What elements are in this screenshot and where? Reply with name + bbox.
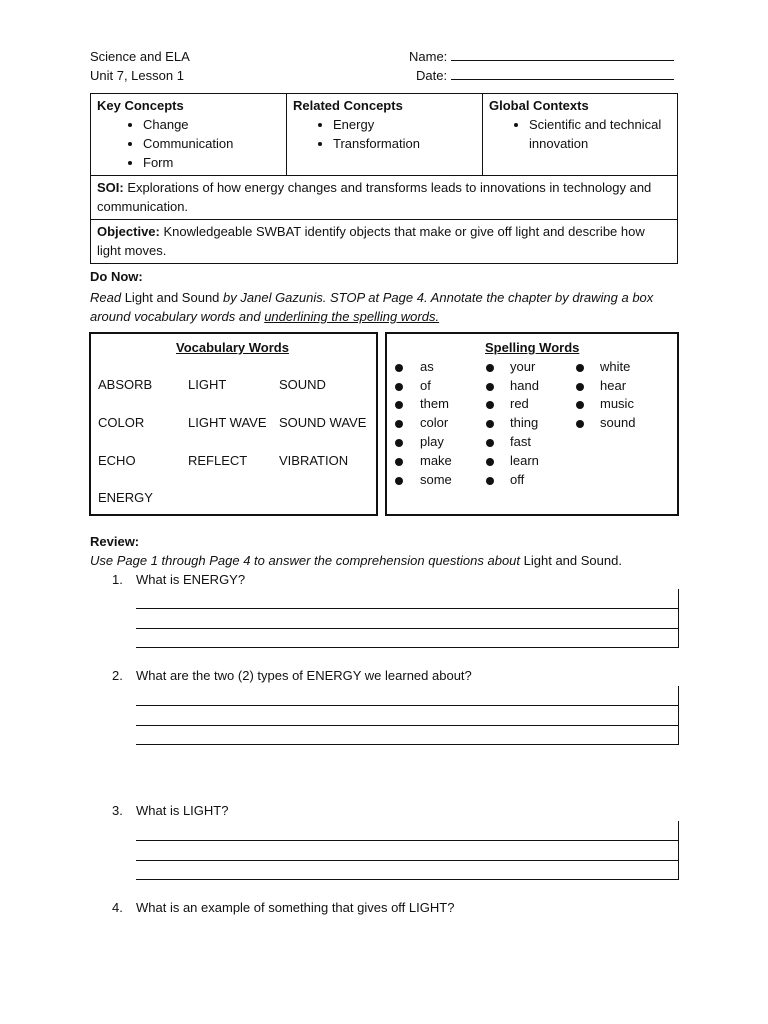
spelling-word: them	[420, 396, 449, 411]
spelling-word: red	[510, 396, 529, 411]
answer-box-edge	[678, 686, 679, 745]
name-row	[409, 47, 674, 66]
spelling-word: off	[510, 472, 525, 487]
list-item: • Transformation	[333, 134, 476, 153]
bullet-icon	[486, 383, 494, 391]
date-label: Date:	[416, 68, 448, 83]
question-number: 2.	[112, 668, 123, 683]
vocab-word: ABSORB	[98, 377, 153, 392]
soi-cell	[91, 176, 678, 220]
bullet-icon	[486, 458, 494, 466]
do-now-underlined: underlining the spelling words.	[264, 309, 440, 324]
spelling-word: sound	[600, 415, 636, 430]
do-now-heading: Do Now:	[90, 269, 143, 284]
spelling-word: your	[510, 359, 536, 374]
answer-line[interactable]	[136, 879, 678, 880]
question-text: What is an example of something that gives off LIGHT?	[136, 900, 455, 915]
answer-line[interactable]	[136, 840, 678, 841]
answer-line[interactable]	[136, 744, 678, 745]
name-label: Name:	[409, 49, 448, 64]
bullet-icon	[486, 439, 494, 447]
key-concepts-title: Key Concepts	[97, 98, 184, 113]
do-now-book-title: Light and Sound	[124, 290, 220, 305]
objective-text: Knowledgeable SWBAT identify objects that make or give off light and describe how light moves.	[97, 224, 645, 258]
review-book-title: Light and Sound.	[523, 553, 622, 568]
bullet-icon	[576, 383, 584, 391]
do-now-text	[90, 288, 680, 326]
vocab-word: LIGHT WAVE	[188, 415, 267, 430]
objective-cell	[91, 220, 678, 264]
related-concepts-list	[293, 115, 476, 153]
vocab-word: SOUND	[279, 377, 326, 392]
spelling-word: learn	[510, 453, 539, 468]
vocab-word: COLOR	[98, 415, 145, 430]
spelling-word: some	[420, 472, 452, 487]
related-concepts-cell	[287, 94, 483, 176]
question-text: What is ENERGY?	[136, 572, 246, 587]
bullet-icon	[395, 477, 403, 485]
answer-line[interactable]	[136, 725, 678, 726]
spelling-word: of	[420, 378, 431, 393]
global-contexts-list	[489, 115, 671, 153]
vocab-word: LIGHT	[188, 377, 227, 392]
spelling-word: hear	[600, 378, 627, 393]
answer-line[interactable]	[136, 628, 678, 629]
answer-line[interactable]	[136, 647, 678, 648]
bullet-icon	[395, 420, 403, 428]
vocab-word: ECHO	[98, 453, 136, 468]
do-now-read: Read	[90, 290, 122, 305]
do-now-instruction: STOP at Page 4. Annotate the chapter by drawing a box around vocabulary words and	[90, 290, 654, 324]
bullet-icon	[395, 364, 403, 372]
review-heading: Review:	[90, 534, 140, 549]
spelling-word: hand	[510, 378, 539, 393]
bullet-icon	[576, 364, 584, 372]
bullet-icon	[395, 458, 403, 466]
list-item: • Communication	[143, 134, 280, 153]
spelling-title: Spelling Words	[485, 340, 580, 355]
key-concepts-list	[97, 115, 280, 172]
spelling-word: white	[600, 359, 631, 374]
spelling-word: thing	[510, 415, 539, 430]
bullet-icon	[486, 420, 494, 428]
bullet-icon	[395, 439, 403, 447]
question-number: 1.	[112, 572, 123, 587]
bullet-icon	[486, 364, 494, 372]
bullet-icon	[395, 383, 403, 391]
vocab-word: VIBRATION	[279, 453, 349, 468]
list-item: • Energy	[333, 115, 476, 134]
answer-box-edge	[678, 589, 679, 648]
spelling-word: play	[420, 434, 444, 449]
header-unit: Unit 7, Lesson 1	[90, 68, 184, 83]
key-concepts-cell	[91, 94, 287, 176]
soi-label: SOI:	[97, 180, 124, 195]
bullet-icon	[576, 420, 584, 428]
spelling-word: music	[600, 396, 634, 411]
date-row	[416, 66, 674, 85]
answer-line[interactable]	[136, 608, 678, 609]
concepts-table	[90, 93, 678, 264]
answer-box-edge	[678, 821, 679, 880]
global-contexts-cell	[483, 94, 678, 176]
global-contexts-title: Global Contexts	[489, 98, 589, 113]
question-text: What are the two (2) types of ENERGY we learned about?	[136, 668, 472, 683]
related-concepts-title: Related Concepts	[293, 98, 403, 113]
review-instruction: Use Page 1 through Page 4 to answer the comprehension questions about	[90, 553, 521, 568]
question-number: 3.	[112, 803, 123, 818]
spelling-word: color	[420, 415, 449, 430]
list-item: • Form	[143, 153, 280, 172]
spelling-word: fast	[510, 434, 531, 449]
bullet-icon	[395, 401, 403, 409]
question-text: What is LIGHT?	[136, 803, 229, 818]
vocab-word: ENERGY	[98, 490, 153, 505]
answer-line[interactable]	[136, 860, 678, 861]
list-item: • Scientific and technical innovation	[529, 115, 671, 153]
soi-text: Explorations of how energy changes and transforms leads to innovations in technology and communication.	[97, 180, 652, 214]
name-field[interactable]	[451, 47, 674, 61]
date-field[interactable]	[451, 66, 674, 80]
question-number: 4.	[112, 900, 123, 915]
do-now-author: by Janel Gazunis.	[223, 290, 327, 305]
objective-label: Objective:	[97, 224, 160, 239]
vocab-word: SOUND WAVE	[279, 415, 367, 430]
list-item: • Change	[143, 115, 280, 134]
bullet-icon	[486, 401, 494, 409]
vocabulary-title: Vocabulary Words	[176, 340, 289, 355]
spelling-word: make	[420, 453, 452, 468]
header-subject: Science and ELA	[90, 49, 190, 64]
spelling-word: as	[420, 359, 434, 374]
bullet-icon	[576, 401, 584, 409]
answer-line[interactable]	[136, 705, 678, 706]
bullet-icon	[486, 477, 494, 485]
review-instruction-row	[90, 553, 622, 568]
vocab-word: REFLECT	[188, 453, 248, 468]
